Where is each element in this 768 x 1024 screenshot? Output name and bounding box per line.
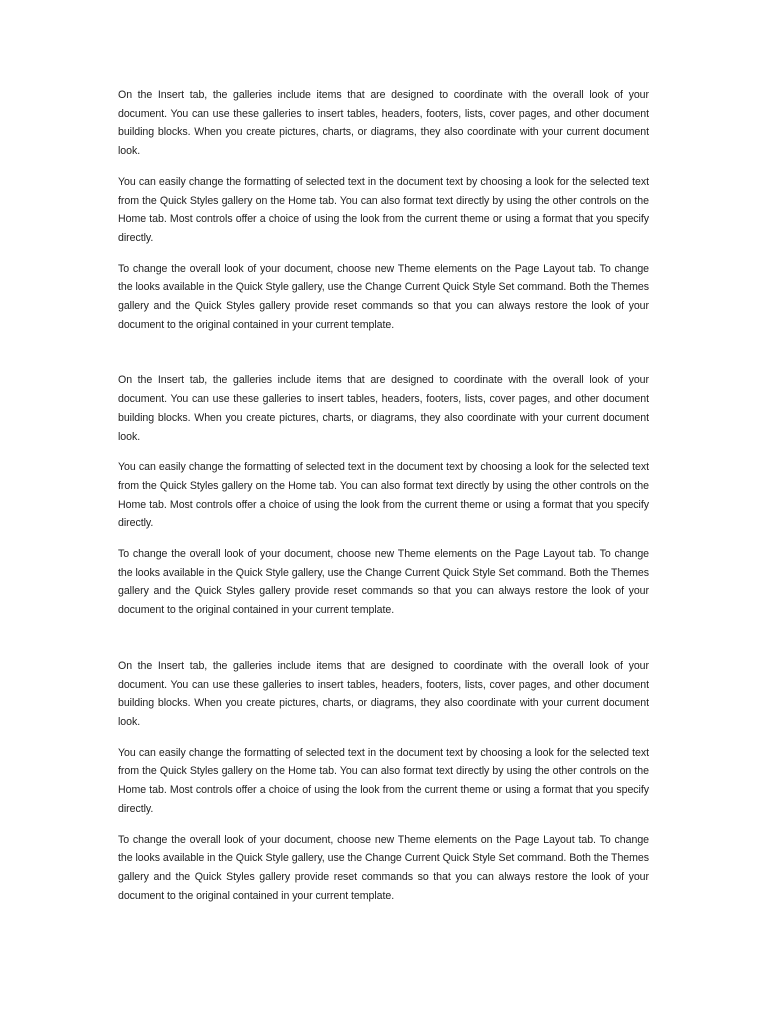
paragraph-overall-look: To change the overall look of your document, choose new Theme elements on the Page Layout tab. To change the looks available in the Quick Style gallery, use the Change Current Quick Style Set command. Both the Themes gallery and the Quick Styles gallery provide reset commands so that you can always restore the look of your document to the original contained in your current template.	[118, 548, 649, 617]
text-section-3	[118, 657, 649, 905]
paragraph-overall-look: To change the overall look of your document, choose new Theme elements on the Page Layout tab. To change the looks available in the Quick Style gallery, use the Change Current Quick Style Set command. Both the Themes gallery and the Quick Styles gallery provide reset commands so that you can always restore the look of your document to the original contained in your current template.	[118, 262, 649, 331]
paragraph-insert-tab: On the Insert tab, the galleries include items that are designed to coordinate with the overall look of your document. You can use these galleries to insert tables, headers, footers, lists, cover pages, and other document building blocks. When you create pictures, charts, or diagrams, they also coordinate with your current document look.	[118, 659, 649, 728]
paragraph-formatting: You can easily change the formatting of selected text in the document text by choosing a look for the selected text from the Quick Styles gallery on the Home tab. You can also format text directly by using the other controls on the Home tab. Most controls offer a choice of using the look from the current theme or using a format that you specify directly.	[118, 746, 649, 815]
paragraph-formatting: You can easily change the formatting of selected text in the document text by choosing a look for the selected text from the Quick Styles gallery on the Home tab. You can also format text directly by using the other controls on the Home tab. Most controls offer a choice of using the look from the current theme or using a format that you specify directly.	[118, 175, 649, 244]
paragraph-insert-tab: On the Insert tab, the galleries include items that are designed to coordinate with the overall look of your document. You can use these galleries to insert tables, headers, footers, lists, cover pages, and other document building blocks. When you create pictures, charts, or diagrams, they also coordinate with your current document look.	[118, 374, 649, 443]
paragraph-insert-tab: On the Insert tab, the galleries include items that are designed to coordinate with the overall look of your document. You can use these galleries to insert tables, headers, footers, lists, cover pages, and other document building blocks. When you create pictures, charts, or diagrams, they also coordinate with your current document look.	[118, 89, 649, 158]
document-page	[118, 86, 649, 905]
text-section-2	[118, 371, 649, 619]
text-section-1	[118, 86, 649, 334]
paragraph-overall-look: To change the overall look of your document, choose new Theme elements on the Page Layout tab. To change the looks available in the Quick Style gallery, use the Change Current Quick Style Set command. Both the Themes gallery and the Quick Styles gallery provide reset commands so that you can always restore the look of your document to the original contained in your current template.	[118, 833, 649, 902]
paragraph-formatting: You can easily change the formatting of selected text in the document text by choosing a look for the selected text from the Quick Styles gallery on the Home tab. You can also format text directly by using the other controls on the Home tab. Most controls offer a choice of using the look from the current theme or using a format that you specify directly.	[118, 461, 649, 530]
